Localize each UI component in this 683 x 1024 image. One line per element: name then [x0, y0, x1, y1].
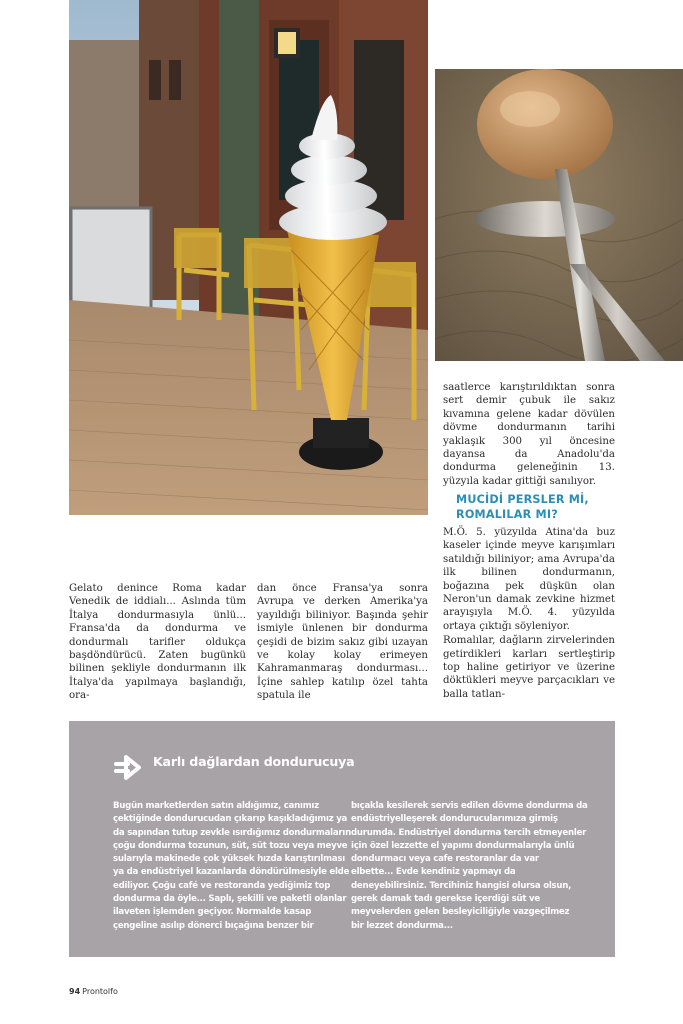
info-box-line: durumda. Endüstriyel dondurma tercih etmeyenler [351, 827, 587, 838]
info-box-line: deneyebilirsiniz. Tercihiniz hangisi olursa olsun, [351, 880, 572, 891]
article-paragraph: dan önce Fransa'ya sonra Avrupa ve derken Amerika'ya yayıldığı biliniyor. Başında şehir ismiyle ünlenen bir dondurma çeşidi de bizim sakız gibi uzayan ve kolay kolay erimeyen Kahramanmaraş dondurması... İçine sahlep katılıp özel tahta spatula ile [257, 583, 428, 702]
info-box-line: bıçakla kesilerek servis edilen dövme dondurma da [351, 801, 588, 811]
info-box [69, 721, 615, 957]
info-box-line: meyvelerden gelen besleyiciliğiyle vazgeçilmez [351, 907, 570, 918]
article-paragraph: saatlerce karıştırıldıktan sonra sert demir çubuk ile sakız kıvamına gelene kadar dövülen dövme dondurmanın tarihi yaklaşık 300 yıl öncesine dayansa da Anadolu'da dondurma geleneğinin 13. yüzyıla kadar gittiği sanılıyor. [443, 382, 615, 487]
page-number: 94 [69, 987, 81, 996]
info-box-line: çengeline asılıp dönerci bıçağına benzer bir [113, 920, 314, 931]
info-box-line: Bugün marketlerden satın aldığımız, canımız [113, 801, 319, 811]
info-box-line: çoğu dondurma tozunun, süt, süt tozu veya meyve [113, 840, 348, 851]
street-icecream-photo [69, 0, 428, 515]
section-subheading [456, 493, 626, 522]
info-box-line: sularıyla makinede çok yüksek hızda karıştırılması [113, 854, 345, 865]
info-box-line: çektiğinde dondurucudan çıkarıp kaşıkladığımız ya [113, 814, 348, 825]
article-paragraph: M.Ö. 5. yüzyılda Atina'da buz kaseler içinde meyve karışımları satıldığı biliniyor; ama Avrupa'da ilk bilinen dondurmanın, boğazına pek düşkün olan Neron'un damak zevkine hizmet arayışıyla M.Ö. 4. yüzyılda ortaya çıktığı söyleniyor. [443, 527, 615, 632]
info-box-line: dondurma da öyle... Saplı, şekilli ve paketli olanlar [113, 894, 347, 905]
info-box-line: için özel lezzette el yapımı dondurmalarıyla ünlü [351, 840, 575, 851]
info-box-line: elbette... Evde kendiniz yapmayı da [351, 867, 516, 878]
info-box-line: gerek damak tadı gerekse içerdiği süt ve [351, 894, 540, 905]
article-column-1 [69, 582, 246, 703]
icecream-scoop-photo [435, 69, 683, 361]
info-box-line: dondurmacı veya cafe restoranlar da var [351, 854, 539, 865]
info-box-title: Karlı dağlardan dondurucuya [153, 754, 355, 769]
subheading-line: MUCİDİ PERSLER Mİ, [456, 493, 589, 506]
page-footer [69, 987, 118, 996]
article-column-3 [443, 381, 615, 489]
info-box-line: endüstriyelleşerek dondurucularımıza girmiş [351, 814, 558, 825]
article-paragraph: Gelato denince Roma kadar Venedik de iddialı... Aslında tüm İtalya dondurmasıyla ünlü... Fransa'da da dondurma ve dondurmalı tarifler oldukça başdöndürücü. Zaten bugünkü bilinen şekliyle dondurmanın ilk İtalya'da yapılmaya başlandığı, ora- [69, 583, 246, 702]
article-column-4 [443, 526, 615, 702]
article-column-2 [257, 582, 428, 703]
arrow-right-icon [112, 754, 142, 782]
info-box-line: da sapından tutup zevkle ısırdığımız dondurmaların [113, 827, 351, 838]
subheading-line: ROMALILAR MI? [456, 507, 558, 521]
info-box-line: bir lezzet dondurma... [351, 920, 453, 931]
info-box-line: ilaveten işlemden geçiyor. Normalde kasap [113, 907, 312, 918]
magazine-name: Prontolfo [82, 987, 118, 996]
info-box-left-column [113, 800, 351, 933]
info-box-line: ya da endüstriyel kazanlarda döndürülmesiyle elde [113, 867, 350, 878]
info-box-line: ediliyor. Çoğu café ve restoranda yediğimiz top [113, 880, 331, 891]
info-box-right-column [351, 800, 591, 933]
article-paragraph: Romalılar, dağların zirvelerinden getirdikleri karları sertleştirip top haline getiriyor ve üzerine döktükleri meyve parçacıkları ve balla tatlan- [443, 635, 615, 700]
